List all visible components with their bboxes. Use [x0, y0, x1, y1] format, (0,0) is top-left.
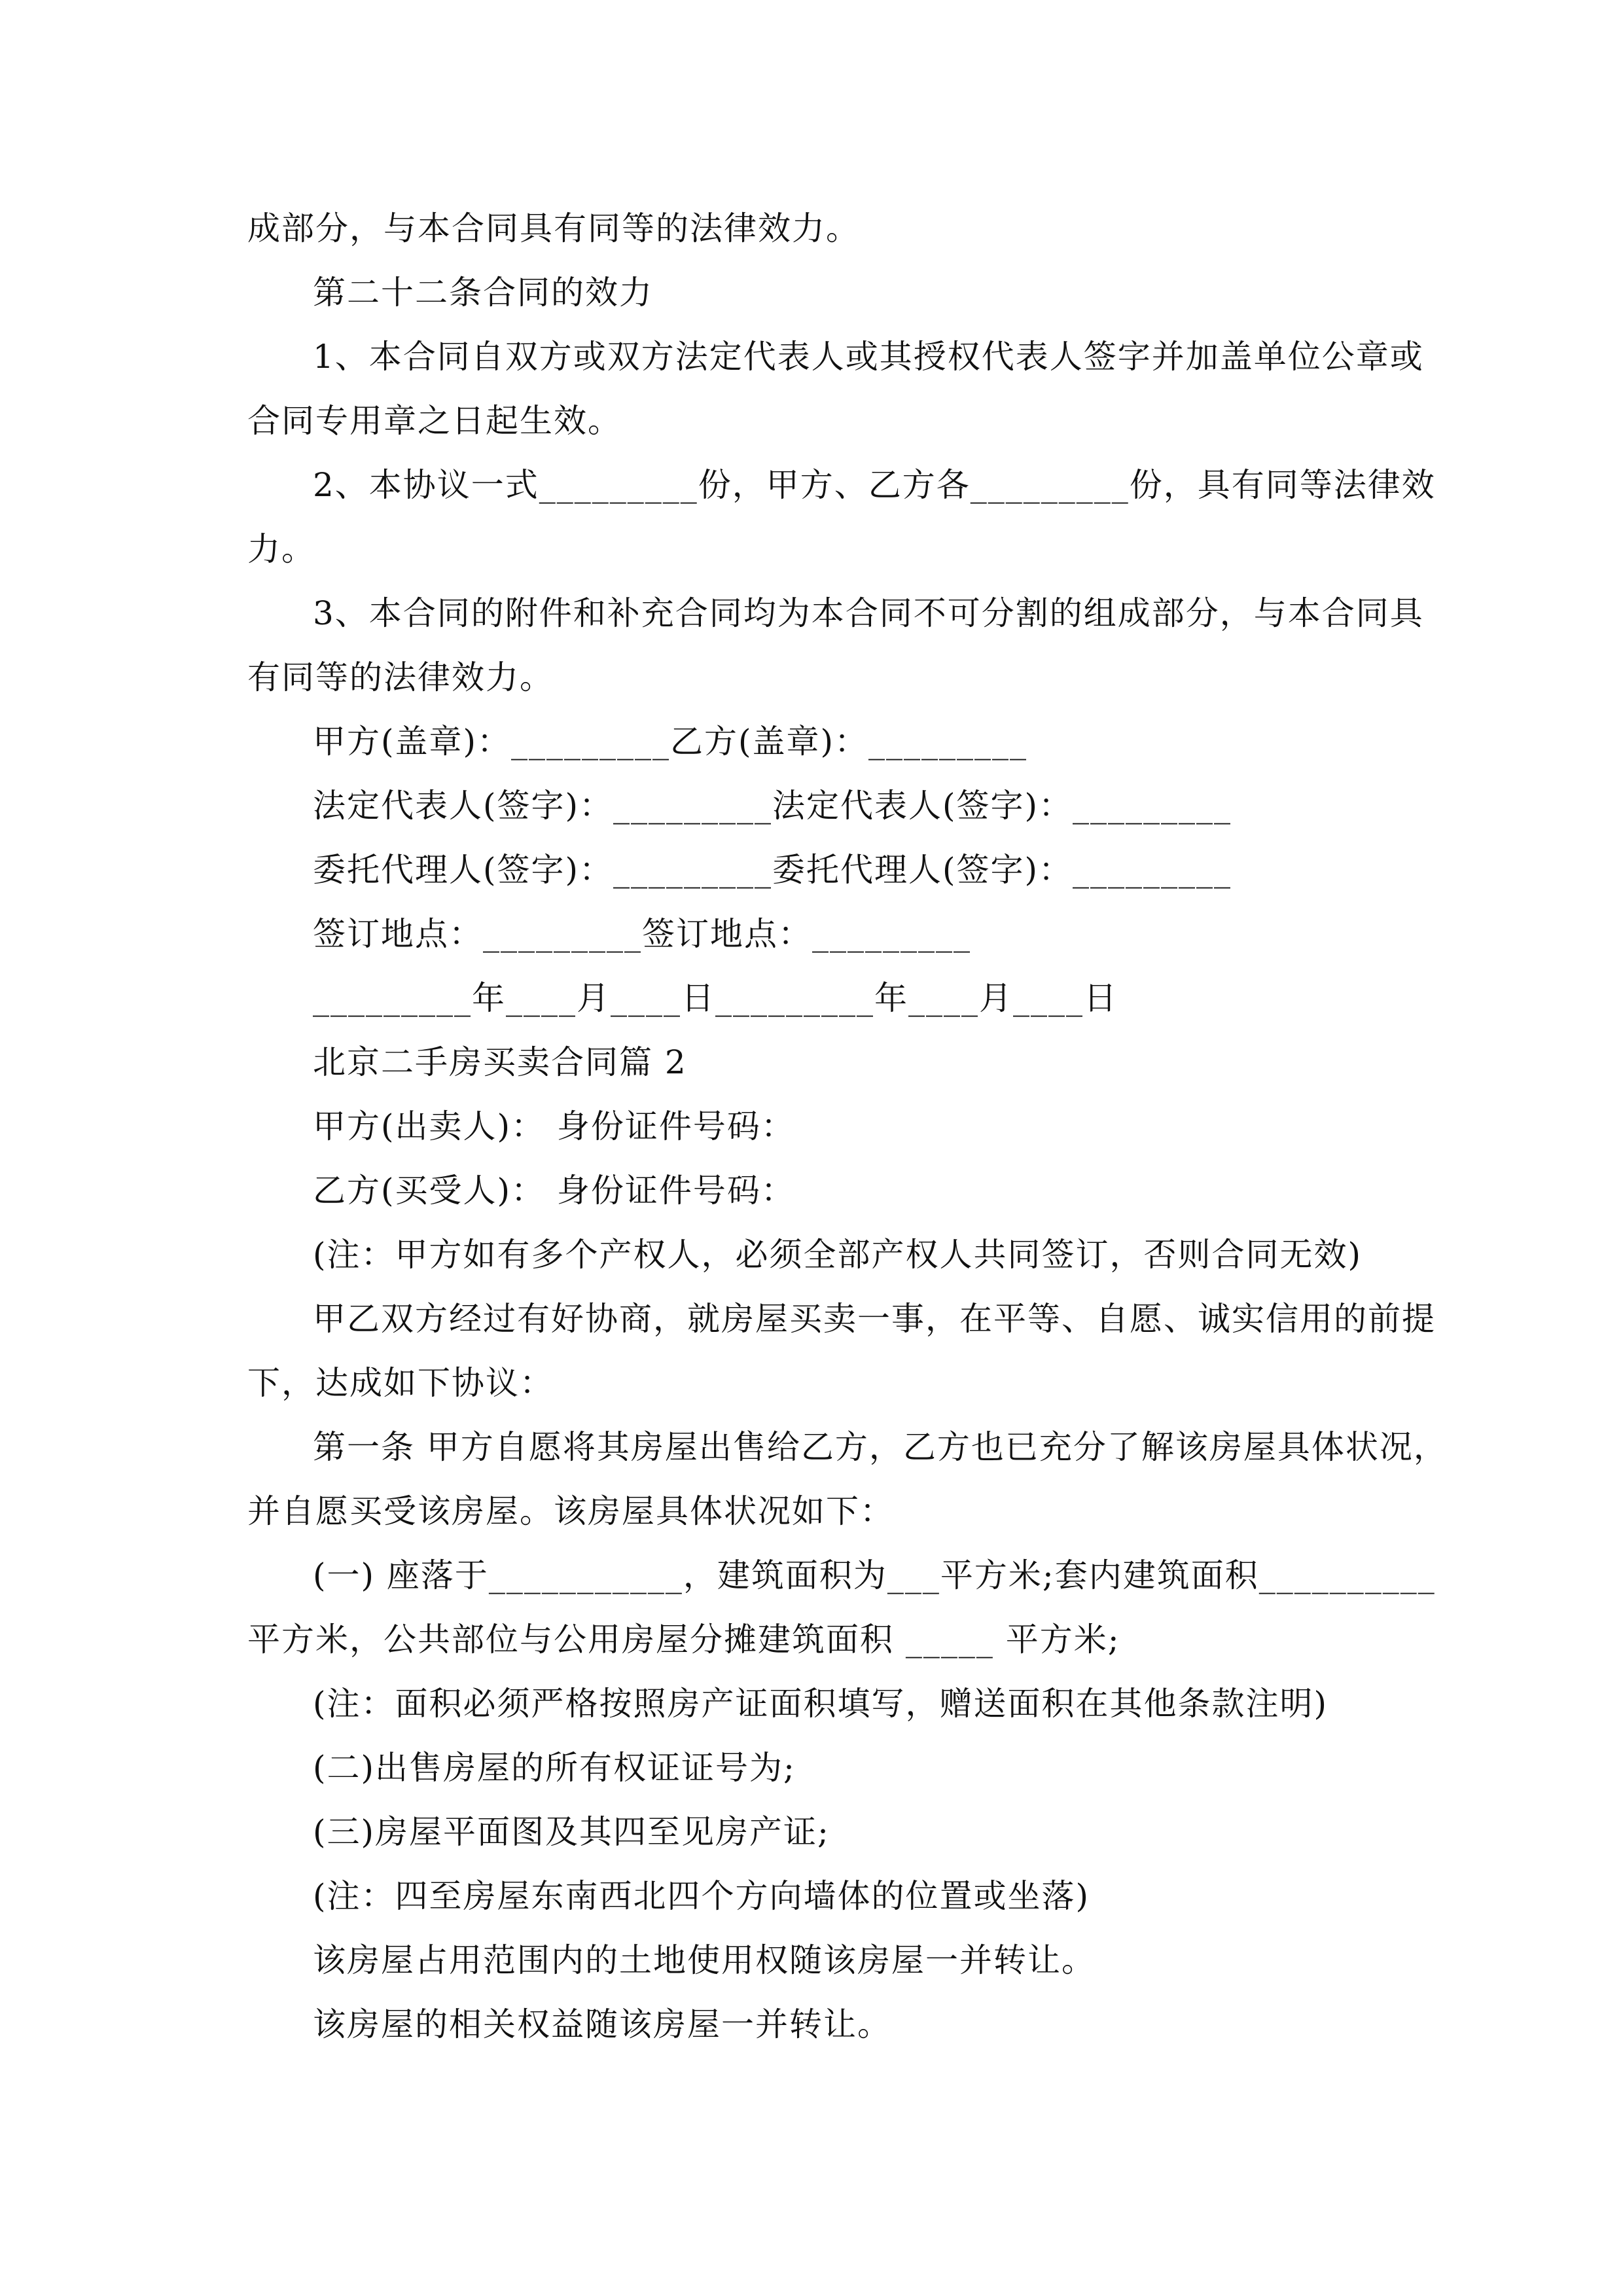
- text-line: 合同专用章之日起生效。: [247, 402, 622, 440]
- signature-line-agent: 委托代理人(签字)：_________委托代理人(签字)：_________: [313, 851, 1232, 889]
- text-line: 并自愿买受该房屋。该房屋具体状况如下：: [247, 1492, 894, 1530]
- note-line: (注：四至房屋东南西北四个方向墙体的位置或坐落): [313, 1877, 1090, 1915]
- party-a-line: 甲方(出卖人)： 身份证件号码：: [313, 1107, 795, 1145]
- signature-line-date: _________年____月____日_________年____月____日: [313, 979, 1118, 1017]
- clause-line: (二)出售房屋的所有权证证号为;: [313, 1749, 796, 1787]
- document-body: [247, 196, 1448, 2056]
- section-title: 北京二手房买卖合同篇 2: [313, 1043, 687, 1081]
- text-line: 力。: [247, 530, 315, 568]
- signature-line-place: 签订地点：_________签订地点：_________: [313, 915, 971, 953]
- signature-line-legal-rep: 法定代表人(签字)：_________法定代表人(签字)：_________: [313, 787, 1232, 825]
- text-line: 平方米，公共部位与公用房屋分摊建筑面积 _____ 平方米;: [247, 1621, 1120, 1659]
- text-line: 有同等的法律效力。: [247, 658, 554, 696]
- note-line: (注：甲方如有多个产权人，必须全部产权人共同签订，否则合同无效): [313, 1236, 1363, 1274]
- text-line: 该房屋占用范围内的土地使用权随该房屋一并转让。: [313, 1941, 1096, 1979]
- text-line: 下，达成如下协议：: [247, 1364, 554, 1402]
- text-line: 甲乙双方经过有好协商，就房屋买卖一事，在平等、自愿、诚实信用的前提: [313, 1300, 1436, 1338]
- text-line: 2、本协议一式_________份，甲方、乙方各_________份，具有同等法律效: [313, 466, 1436, 504]
- text-line: 成部分，与本合同具有同等的法律效力。: [247, 209, 860, 247]
- clause-line: (三)房屋平面图及其四至见房产证;: [313, 1813, 830, 1851]
- signature-line-seal: 甲方(盖章)：_________乙方(盖章)：_________: [313, 723, 1028, 761]
- property-location-line: (一) 座落于___________，建筑面积为___平方米;套内建筑面积__________: [313, 1556, 1436, 1594]
- text-line: 1、本合同自双方或双方法定代表人或其授权代表人签字并加盖单位公章或: [313, 338, 1424, 376]
- text-line: 该房屋的相关权益随该房屋一并转让。: [313, 2005, 891, 2043]
- article-heading: 第二十二条合同的效力: [313, 274, 653, 312]
- article-one-line: 第一条 甲方自愿将其房屋出售给乙方，乙方也已充分了解该房屋具体状况，: [313, 1428, 1448, 1466]
- party-b-line: 乙方(买受人)： 身份证件号码：: [313, 1172, 795, 1210]
- note-line: (注：面积必须严格按照房产证面积填写，赠送面积在其他条款注明): [313, 1685, 1329, 1723]
- text-line: 3、本合同的附件和补充合同均为本合同不可分割的组成部分，与本合同具: [313, 594, 1424, 632]
